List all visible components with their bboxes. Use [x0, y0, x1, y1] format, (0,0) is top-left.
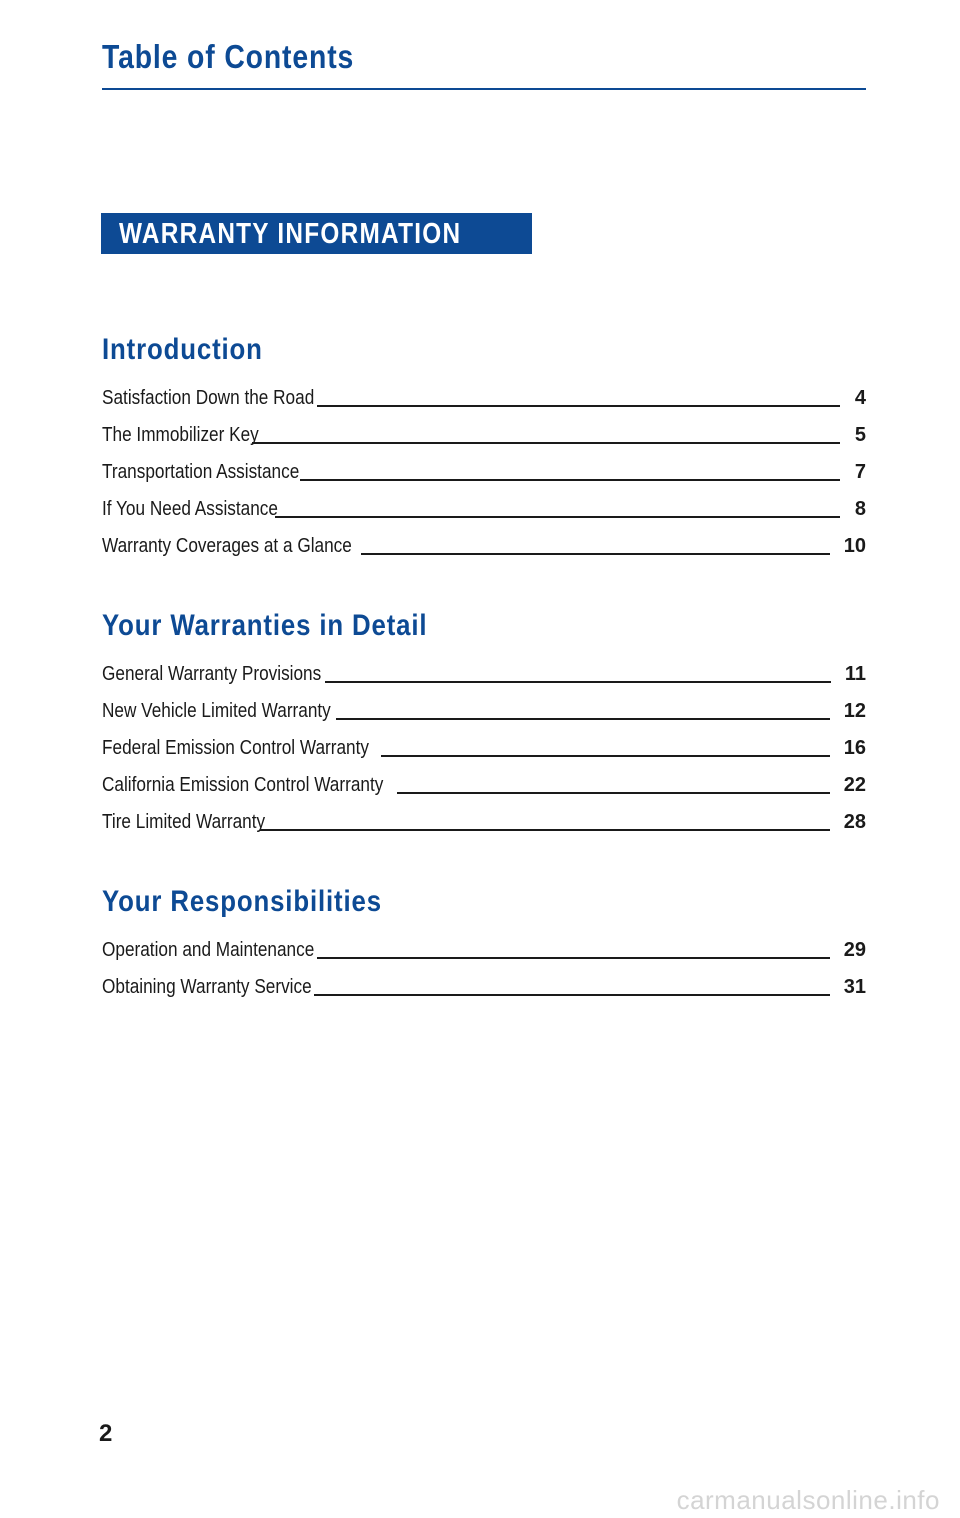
toc-entry[interactable]	[102, 925, 866, 962]
toc-entry-label: New Vehicle Limited Warranty	[102, 700, 331, 722]
toc-entry-page: 5	[854, 424, 866, 446]
toc-entry-label: The Immobilizer Key	[102, 424, 259, 446]
section-heading: Your Warranties in Detail	[102, 609, 428, 642]
toc-leader-line	[317, 404, 840, 407]
toc-leader-line	[397, 791, 829, 794]
section-your-responsibilities	[102, 885, 866, 999]
toc-entry-page: 10	[843, 535, 866, 557]
toc-entry-label: Operation and Maintenance	[102, 939, 315, 961]
toc-entry-page: 22	[843, 774, 866, 796]
toc-entry[interactable]	[102, 723, 866, 760]
section-your-warranties-in-detail	[102, 609, 866, 834]
toc-leader-line	[275, 515, 840, 518]
toc-list	[102, 925, 866, 999]
toc-entry[interactable]	[102, 521, 866, 558]
toc-entry-page: 4	[854, 387, 866, 409]
toc-entry[interactable]	[102, 962, 866, 999]
toc-entry[interactable]	[102, 797, 866, 834]
toc-entry-page: 12	[843, 700, 866, 722]
toc-entry[interactable]	[102, 649, 866, 686]
toc-leader-line	[260, 828, 830, 831]
toc-entry-label: California Emission Control Warranty	[102, 774, 384, 796]
page-number: 2	[99, 1420, 113, 1447]
section-heading: Your Responsibilities	[102, 885, 382, 918]
title-divider	[102, 88, 866, 90]
toc-entry-label: Obtaining Warranty Service	[102, 976, 312, 998]
toc-entry-page: 31	[843, 976, 866, 998]
toc-leader-line	[336, 717, 830, 720]
section-heading: Introduction	[102, 333, 263, 366]
toc-leader-line	[314, 993, 830, 996]
toc-leader-line	[325, 680, 831, 683]
watermark: carmanualsonline.info	[676, 1485, 940, 1515]
toc-entry[interactable]	[102, 447, 866, 484]
toc-entry-page: 7	[854, 461, 866, 483]
toc-entry-label: General Warranty Provisions	[102, 663, 322, 685]
toc-entry-label: Tire Limited Warranty	[102, 811, 266, 833]
toc-leader-line	[252, 441, 840, 444]
toc-entry-page: 11	[844, 663, 866, 685]
toc-entry-label: Transportation Assistance	[102, 461, 300, 483]
toc-leader-line	[300, 478, 840, 481]
toc-entry-label: If You Need Assistance	[102, 498, 278, 520]
banner-label: WARRANTY INFORMATION	[119, 218, 462, 250]
toc-entry-label: Satisfaction Down the Road	[102, 387, 315, 409]
toc-leader-line	[381, 754, 830, 757]
toc-entry[interactable]	[102, 686, 866, 723]
section-introduction	[102, 333, 866, 558]
toc-leader-line	[361, 552, 830, 555]
toc-entry-label: Federal Emission Control Warranty	[102, 737, 370, 759]
toc-list	[102, 373, 866, 558]
toc-entry-label: Warranty Coverages at a Glance	[102, 535, 352, 557]
toc-entry-page: 16	[843, 737, 866, 759]
toc-leader-line	[317, 956, 830, 959]
toc-entry[interactable]	[102, 760, 866, 797]
toc-list	[102, 649, 866, 834]
page-title: Table of Contents	[102, 38, 355, 75]
toc-entry-page: 28	[843, 811, 866, 833]
toc-entry[interactable]	[102, 484, 866, 521]
toc-entry[interactable]	[102, 410, 866, 447]
toc-entry[interactable]	[102, 373, 866, 410]
toc-entry-page: 8	[854, 498, 866, 520]
toc-entry-page: 29	[843, 939, 866, 961]
warranty-information-banner	[101, 213, 532, 254]
